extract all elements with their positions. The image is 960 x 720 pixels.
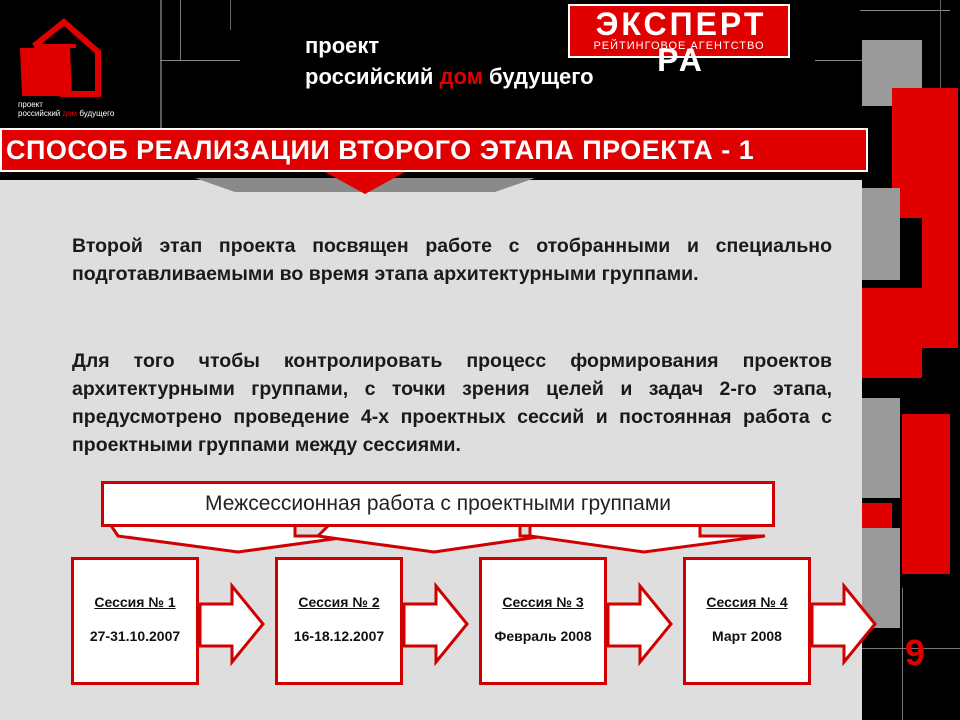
session-date: Март 2008	[712, 628, 782, 644]
project-line1: проект	[305, 33, 380, 58]
project-line2-red: дом	[439, 64, 483, 89]
session-name: Сессия № 3	[502, 594, 584, 610]
logo-line2-pre: российский	[18, 109, 63, 118]
down-arrow-3	[530, 524, 765, 552]
banner-text: Межсессионная работа с проектными группами	[204, 492, 672, 515]
down-arrow-2	[318, 524, 545, 552]
page-number: 9	[904, 632, 926, 673]
session-date: 16-18.12.2007	[293, 628, 385, 644]
session-name: Сессия № 1	[94, 594, 176, 610]
intersession-banner	[101, 481, 775, 527]
logo-line2-red: дом	[62, 109, 78, 118]
right-arrow-3	[608, 586, 671, 662]
session-name: Сессия № 4	[706, 594, 788, 610]
agency-subtitle: РЕЙТИНГОВОЕ АГЕНТСТВО	[593, 40, 765, 52]
project-line2-pre: российский	[305, 64, 440, 89]
logo-line2-post: будущего	[77, 109, 115, 118]
agency-name: ЭКСПЕРТ РА	[595, 6, 767, 78]
session-box-2	[275, 557, 403, 685]
logo-line1: проект	[18, 100, 43, 109]
session-name: Сессия № 2	[298, 594, 380, 610]
right-arrow-2	[404, 586, 467, 662]
paragraph-1: Второй этап проекта посвящен работе с отобранными и специально подготавливаемыми во время этапа архитектурными группами.	[72, 235, 832, 285]
session-date: Февраль 2008	[494, 628, 592, 644]
slide-title: СПОСОБ РЕАЛИЗАЦИИ ВТОРОГО ЭТАПА ПРОЕКТА - 1	[6, 135, 755, 165]
right-arrow-4	[812, 586, 875, 662]
project-line2-post: будущего	[482, 64, 594, 89]
session-box-3	[479, 557, 607, 685]
paragraph-2: Для того чтобы контролировать процесс формирования проектов архитектурными группами, с точки зрения целей и задач 2-го этапа, предусмотрено проведение 4-х проектных сессий и постоянная работа с проектными группами между сессиями.	[72, 350, 832, 456]
session-date: 27-31.10.2007	[89, 628, 181, 644]
down-arrow-1	[110, 524, 355, 552]
session-box-1	[71, 557, 199, 685]
session-box-4	[683, 557, 811, 685]
right-arrow-1	[200, 586, 263, 662]
